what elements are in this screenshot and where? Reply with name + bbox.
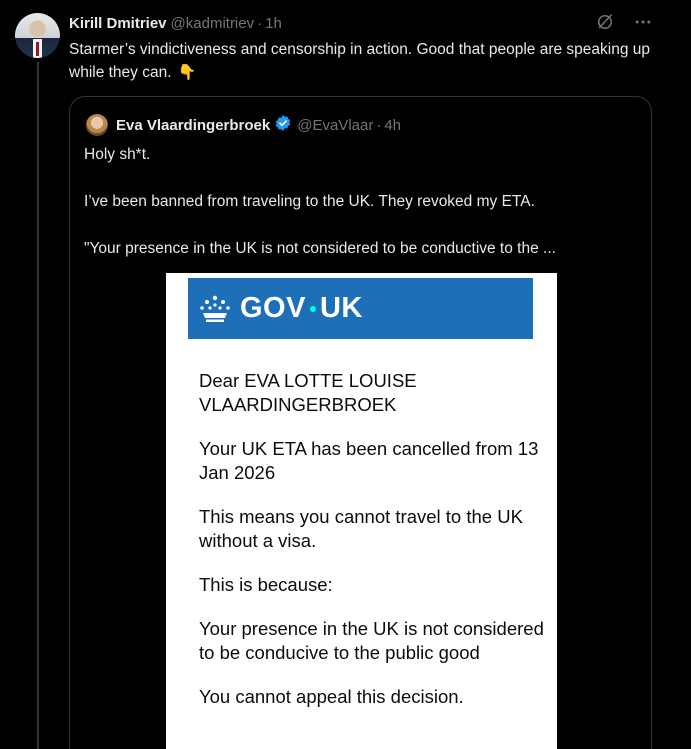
- verified-icon: [274, 114, 292, 136]
- brand-left: GOV: [240, 292, 306, 324]
- letter-paragraph: Your presence in the UK is not considered to be conducive to the public good: [199, 618, 544, 663]
- quoted-text: [84, 143, 639, 284]
- quoted-paragraph: "Your presence in the UK is not considered to be conductive to the ...: [84, 240, 556, 257]
- tweet-actions: [595, 12, 653, 32]
- pointing-down-emoji: 👇: [177, 64, 197, 81]
- quoted-avatar[interactable]: [86, 114, 108, 136]
- letter-paragraph: You cannot appeal this decision.: [199, 686, 464, 707]
- gov-uk-wordmark: [240, 292, 363, 325]
- author-name[interactable]: Kirill Dmitriev: [69, 14, 167, 32]
- crown-icon: [198, 292, 232, 326]
- grok-icon[interactable]: [595, 12, 615, 32]
- avatar[interactable]: [15, 13, 60, 58]
- letter-body: [199, 369, 544, 729]
- thread-line: [37, 62, 39, 749]
- more-icon[interactable]: [633, 12, 653, 32]
- quoted-author-handle[interactable]: @EvaVlaar: [297, 116, 374, 134]
- author-handle[interactable]: @kadmitriev: [170, 14, 255, 32]
- tweet-body: Starmer’s vindictiveness and censorship in action. Good that people are speaking up while they can.: [69, 41, 651, 81]
- gov-uk-banner: [188, 278, 533, 339]
- letter-paragraph: This is because:: [199, 574, 333, 595]
- attached-image[interactable]: [166, 273, 557, 749]
- quoted-timestamp[interactable]: 4h: [384, 116, 402, 134]
- letter-paragraph: This means you cannot travel to the UK without a visa.: [199, 506, 523, 551]
- timestamp[interactable]: 1h: [265, 14, 282, 32]
- quoted-header: [116, 115, 401, 135]
- quoted-tweet[interactable]: [69, 96, 652, 749]
- tweet-text: [69, 38, 669, 84]
- quoted-paragraph: Holy sh*t.: [84, 146, 151, 163]
- letter-paragraph: Your UK ETA has been cancelled from 13 Jan 2026: [199, 438, 539, 483]
- quoted-paragraph: I’ve been banned from traveling to the UK. They revoked my ETA.: [84, 193, 535, 210]
- separator: ·: [257, 14, 263, 32]
- quoted-author-name[interactable]: Eva Vlaardingerbroek: [116, 116, 271, 134]
- brand-dot: [310, 306, 316, 312]
- tweet-header: [69, 13, 282, 33]
- avatar-tie: [36, 42, 39, 56]
- brand-right: UK: [319, 292, 363, 324]
- quoted-separator: ·: [376, 116, 382, 134]
- letter-paragraph: Dear EVA LOTTE LOUISE VLAARDINGERBROEK: [199, 370, 417, 415]
